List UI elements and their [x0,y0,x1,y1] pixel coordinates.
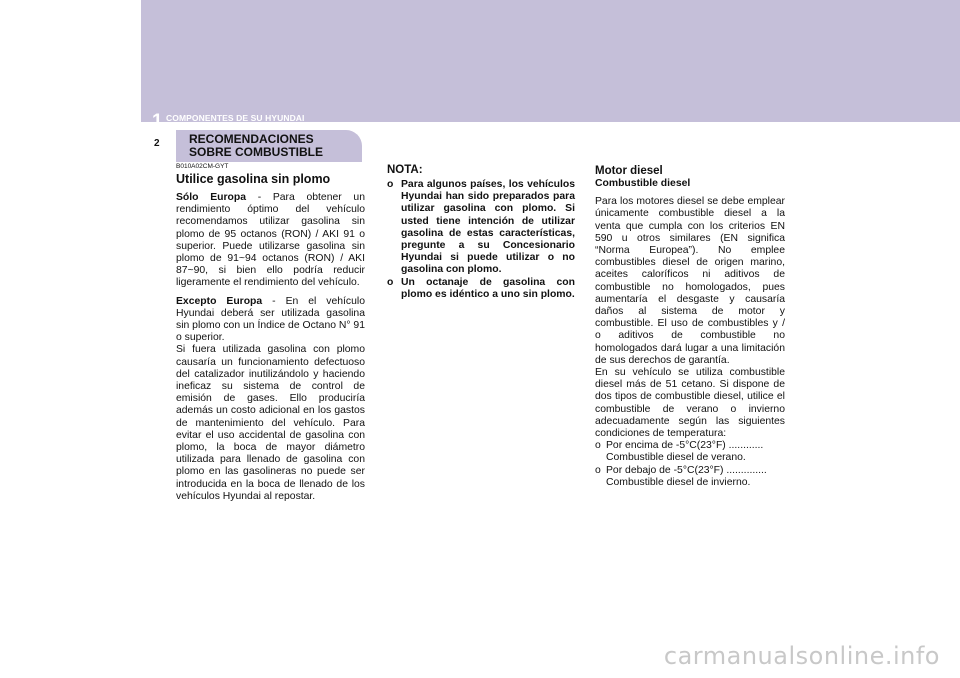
section-title: RECOMENDACIONES SOBRE COMBUSTIBLE [189,132,324,159]
temperature-bullet [595,440,785,464]
diesel-heading: Motor diesel [595,165,663,177]
diesel-subheading: Combustible diesel [595,178,691,189]
diesel-paragraph: En su vehículo se utiliza combustible diesel más de 51 cetano. Si dispone de dos tipos de combustible diesel, utilice el combustible de verano o invierno adecuadamente según las siguientes condiciones de temperatura: [595,367,785,440]
header-band [141,0,960,122]
column-note [387,164,575,301]
note-bullet-text: Para algunos países, los vehículos Hyundai han sido preparados para utilizar gasolina con plomo. Si usted tiene intención de utilizar gasolina de estas características, pregunte a su Concesionario Hyundai si puede utilizar o no gasolina con plomo. [401,179,575,276]
except-europe-text: - En el vehículo Hyundai deberá ser utilizada gasolina sin plomo con un Índice de Octano N° 91 o superior. [176,295,365,344]
page-number: 2 [154,138,160,149]
temperature-condition: Por debajo de -5°C(23°F) .............. [606,464,767,476]
column-gasoline [176,163,365,509]
bullet-mark: o [595,440,601,452]
paragraph-leaded-warning: Si fuera utilizada gasolina con plomo causaría un funcionamiento defectuoso del catalizador inutilizándolo y haciendo ineficaz su sistema de control de emisión de gases. Ello produciría además un costo adicional en los gastos de mantenimiento del vehículo. Para evitar el uso accidental de gasolina con plomo, la boca de mayor diámetro utilizada para llenado de gasolina con plomo en las gasolineras no puede ser introducida en la boca de llenado de los vehículos Hyundai al repostar. [176,344,365,502]
europe-lead: Sólo Europa [176,192,246,203]
note-bullet-text: Un octanaje de gasolina con plomo es idéntico a uno sin plomo. [401,276,575,300]
gasoline-heading: Utilice gasolina sin plomo [176,172,331,186]
chapter-title: COMPONENTES DE SU HYUNDAI [166,113,305,123]
bullet-mark: o [595,464,601,476]
section-code: B010A02CM-GYT [176,163,229,170]
bullet-mark: o [387,276,394,288]
fuel-type: Combustible diesel de verano. [606,452,746,464]
europe-text: - Para obtener un rendimiento óptimo del vehículo recomendamos utilizar gasolina sin plomo de 95 octanos (RON) / AKI 91 o superior. Puede utilizarse gasolina sin plomo de 91~94 octanos (RON) / AKI 87~90, si bien ello podría reducir ligeramente el rendimiento del vehículo. [176,192,365,289]
bullet-mark: o [387,179,394,190]
note-bullet [387,277,575,301]
column-diesel [595,165,785,489]
chapter-number: 1 [152,111,163,132]
paragraph-except-europe [176,296,365,345]
paragraph-europe [176,192,365,290]
diesel-paragraph: Para los motores diesel se debe emplear únicamente combustible diesel a la venta que cumpla con los criterios EN 590 u otros similares (EN significa “Norma Europea”). No emplee combustibles diesel de origen marino, aceites caloríficos ni aditivos de combustible no homologados, pues aumentaría el desgaste y causaría daños al sistema de motor y combustible. El uso de combustibles y / o aditivos de combustible no homologados dará lugar a una limitación de sus derechos de garantía. [595,196,785,366]
fuel-type: Combustible diesel de invierno. [606,476,751,488]
temperature-condition: Por encima de -5°C(23°F) ............ [606,440,764,452]
watermark[interactable]: carmanualsonline.info [663,642,940,670]
temperature-bullet [595,465,785,489]
except-europe-lead: Excepto Europa [176,295,263,307]
note-bullet [387,179,575,277]
note-title: NOTA: [387,164,423,176]
